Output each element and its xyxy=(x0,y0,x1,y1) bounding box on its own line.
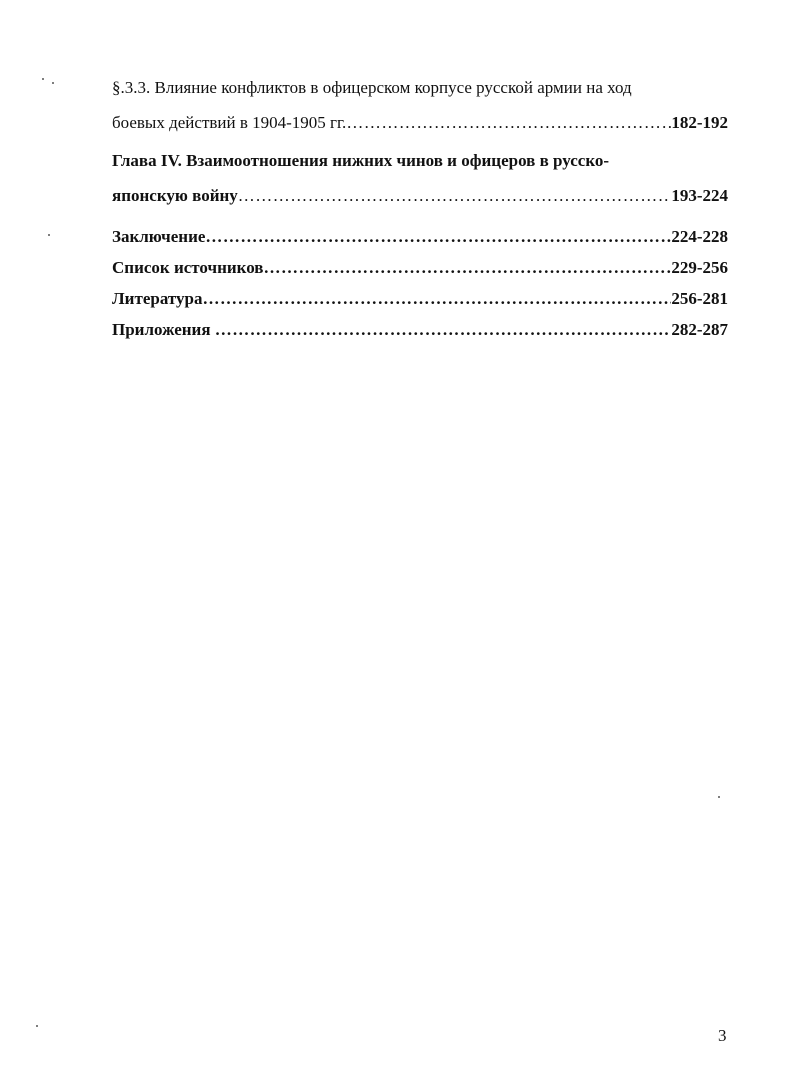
toc-chapter-4-pages: 193-224 xyxy=(671,186,728,205)
toc-entry-pages: 256-281 xyxy=(671,289,728,308)
leader-dots xyxy=(205,227,671,247)
toc-entry-literature xyxy=(112,289,728,309)
scan-speck xyxy=(36,1025,38,1027)
toc-section-3-3-title-line2: боевых действий в 1904-1905 гг. xyxy=(112,113,347,132)
toc-section-3-3-title-line1: §.3.3. Влияние конфликтов в офицерском корпусе русской армии на ход xyxy=(112,78,632,97)
toc-entry-label: Заключение xyxy=(112,227,206,246)
scan-speck xyxy=(48,234,50,236)
toc-entry-pages: 224-228 xyxy=(671,227,728,246)
toc-entry-appendices xyxy=(112,320,728,340)
leader-dots xyxy=(215,320,672,340)
toc-entry-conclusion xyxy=(112,227,728,247)
scan-speck xyxy=(718,796,720,798)
toc-section-3-3 xyxy=(112,78,728,133)
leader-dots xyxy=(264,258,672,278)
toc-chapter-4-title-line2: японскую войну xyxy=(112,186,238,205)
leader-dots xyxy=(346,113,671,133)
leader-dots xyxy=(238,186,672,206)
toc-chapter-4-title-line1: Глава IV. Взаимоотношения нижних чинов и офицеров в русско- xyxy=(112,151,610,170)
toc-entry-label: Список источников xyxy=(112,258,264,277)
table-of-contents xyxy=(112,78,728,340)
toc-entry-sources xyxy=(112,258,728,278)
toc-entry-pages: 282-287 xyxy=(671,320,728,339)
toc-section-3-3-line2 xyxy=(112,113,728,133)
leader-dots xyxy=(202,289,671,309)
toc-chapter-4-line2 xyxy=(112,186,728,206)
page-number: 3 xyxy=(718,1026,727,1045)
scan-speck xyxy=(42,78,44,80)
toc-entry-label: Литература xyxy=(112,289,203,308)
toc-chapter-4 xyxy=(112,151,728,206)
toc-entry-label: Приложения xyxy=(112,320,215,339)
toc-section-3-3-pages: 182-192 xyxy=(671,113,728,132)
toc-entry-pages: 229-256 xyxy=(671,258,728,277)
scan-speck xyxy=(52,82,54,84)
